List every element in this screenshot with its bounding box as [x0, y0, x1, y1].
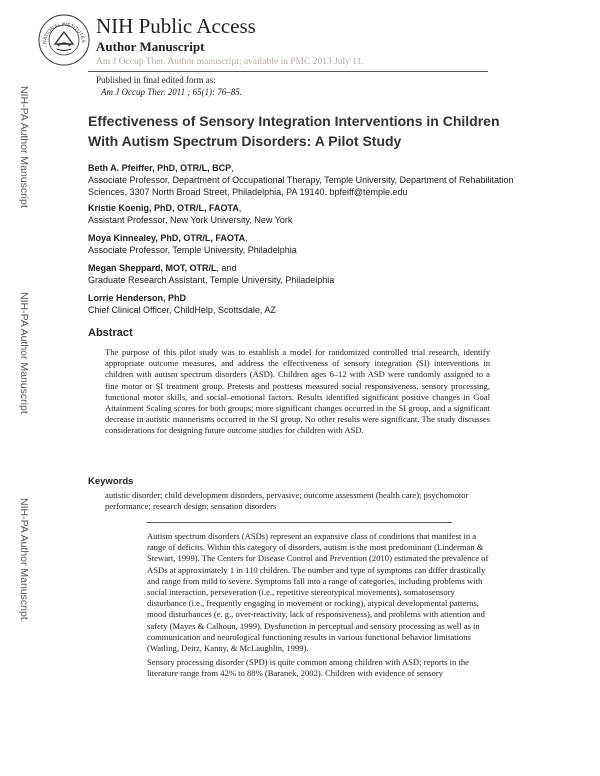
side-label-author-manuscript: NIH-PA Author Manuscript — [18, 292, 30, 414]
author-name: Lorrie Henderson, PhD — [88, 293, 187, 303]
abstract-heading: Abstract — [88, 327, 133, 339]
author-block — [88, 262, 548, 286]
author-name: Moya Kinnealey, PhD, OTR/L, FAOTA — [88, 233, 246, 243]
author-affiliation: Assistant Professor, New York University, New York — [88, 215, 293, 225]
body-paragraph: Autism spectrum disorders (ASDs) represent an expansive class of conditions that manifest in a range of deficits. Within this category of disorders, autism is the most predominant (Linderman & Stewart, 1999). The Centers for Disease Control and Prevention (2010) estimated the prevalence of ASDs at approximately 1 in 110 children. The number and type of symptoms can differ drastically and range from mild to severe. Symptoms fall into a range of categories, including problems with social interaction, perseveration (i.e., repetitive stereotypical movements), somatosensory disturbance (i.e., frequently engaging in movement or rocking), atypical developmental patterns, mood disturbances (e. g., over-reactivity, lack of responsiveness), and problems with attention and safety (Mayes & Calhoun, 1999). Dysfunction in perceptual and sensory processing as well as in communication and neurological functioning results in various functional behavior limitations (Watling, Deitz, Kanny, & McLaughlin, 1999). — [147, 531, 489, 654]
keywords-heading: Keywords — [88, 476, 134, 487]
author-name: Kristie Koenig, PhD, OTR/L, FAOTA — [88, 203, 239, 213]
body-paragraph: Sensory processing disorder (SPD) is quite common among children with ASD; reports in the literature range from 42% to 88% (Baranek, 2002). Children with evidence of sensory — [147, 657, 469, 679]
author-name-suffix: , and — [216, 263, 237, 273]
author-name: Beth A. Pfeiffer, PhD, OTR/L, BCP — [88, 163, 232, 173]
nih-seal-logo — [38, 14, 90, 66]
keywords-text: autistic disorder; child development disorders, pervasive; outcome assessment (health care); psychomotor performance; research design; sensation disorders — [105, 490, 469, 512]
side-label-author-manuscript: NIH-PA Author Manuscript — [18, 86, 30, 208]
author-affiliation: Associate Professor, Temple University, Philadelphia — [88, 245, 297, 255]
logo-text: NATIONAL INSTITUTES — [41, 21, 87, 45]
published-reference — [101, 87, 242, 97]
author-block: Beth A. Pfeiffer, PhD, OTR/L, BCP, Associate Professor, Department of Occupational Therapy, Temple University, Department of Rehabilitation Sciences, 3307 North Broad Street, Philadelphia, PA 19140. bpfeiff@temple.edu — [88, 162, 548, 198]
citation-line: Am J Occup Ther. Author manuscript; available in PMC 2013 July 11. — [96, 57, 364, 67]
author-block: Kristie Koenig, PhD, OTR/L, FAOTA, Assistant Professor, New York University, New York — [88, 202, 548, 226]
author-affiliation: Graduate Research Assistant, Temple University, Philadelphia — [88, 275, 335, 285]
author-affiliation: Chief Clinical Officer, ChildHelp, Scottsdale, AZ — [88, 305, 276, 315]
body-divider — [147, 522, 452, 523]
author-manuscript-label: Author Manuscript — [96, 39, 205, 54]
published-label: Published in final edited form as: — [96, 75, 216, 85]
abstract-text: The purpose of this pilot study was to establish a model for randomized controlled trial research, identify appropriate outcome measures, and address the effectiveness of sensory integration (SI) interventions in children with autism spectrum disorders (ASD). Children ages 6–12 with ASD were randomly assigned to a fine motor or SI treatment group. Pretests and posttests measured social responsiveness, sensory processing, functional motor skills, and social–emotional factors. Results identified significant positive changes in Goal Attainment Scaling scores for both groups; more significant changes occurred in the SI group, and a significant decrease in autistic mannerisms occurred in the SI group. No other results were significant. The study discusses considerations for designing future outcome studies for children with ASD. — [105, 347, 490, 436]
header-divider — [88, 71, 488, 72]
author-affiliation: Associate Professor, Department of Occupational Therapy, Temple University, Department of Rehabilitation Sciences, 3307 North Broad Street, Philadelphia, PA 19140. bpfeiff@temple.edu — [88, 175, 514, 197]
article-title: Effectiveness of Sensory Integration Interventions in Children With Autism Spectrum Disorders: A Pilot Study — [88, 113, 500, 149]
side-label-author-manuscript: NIH-PA Author Manuscript — [18, 498, 30, 620]
author-name: Megan Sheppard, MOT, OTR/L — [88, 263, 217, 273]
nih-public-access-title: NIH Public Access — [96, 14, 256, 38]
author-block: Moya Kinnealey, PhD, OTR/L, FAOTA, Associate Professor, Temple University, Philadelphia — [88, 232, 548, 256]
published-reference-text: Am J Occup Ther. 2011 ; 65(1): 76–85. — [101, 87, 243, 97]
author-block — [88, 292, 548, 316]
